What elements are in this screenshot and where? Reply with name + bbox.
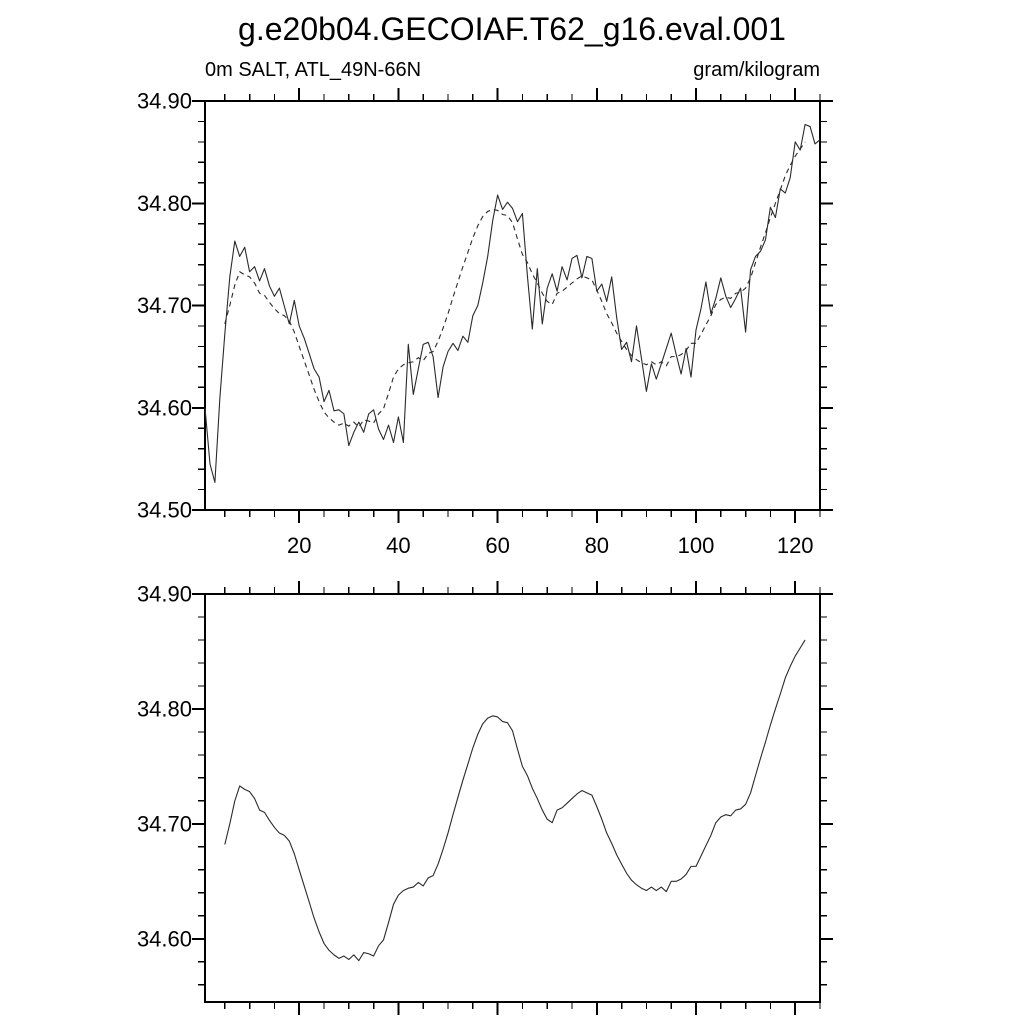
subtitle-units: gram/kilogram — [693, 59, 820, 81]
bottom-panel-frame — [205, 594, 820, 1002]
y-axis-tick-label: 34.90 — [136, 88, 192, 114]
top-panel-monthly-mean-line — [205, 125, 820, 483]
subtitle-variable: 0m SALT, ATL_49N-66N — [205, 59, 422, 81]
y-axis-tick-label: 34.80 — [136, 190, 192, 216]
y-axis-tick-label: 34.60 — [136, 395, 192, 421]
x-axis-tick-label: 20 — [286, 533, 312, 558]
y-axis-tick-label: 34.70 — [136, 811, 192, 837]
x-axis-tick-label: 100 — [677, 533, 715, 558]
y-axis-tick-label: 34.90 — [136, 581, 192, 607]
bottom-panel-running-mean-line — [225, 640, 805, 961]
x-axis-tick-label: 40 — [386, 533, 411, 558]
y-axis-tick-label: 34.80 — [136, 696, 192, 722]
x-axis-tick-label: 120 — [776, 533, 814, 558]
y-axis-tick-label: 34.60 — [136, 926, 192, 952]
top-panel-running-mean-line — [225, 142, 805, 427]
y-axis-tick-label: 34.70 — [136, 293, 192, 318]
x-axis-tick-label: 60 — [485, 533, 510, 558]
x-axis-tick-label: 80 — [584, 533, 610, 558]
y-axis-tick-label: 34.50 — [136, 497, 192, 523]
top-panel-frame — [205, 101, 820, 510]
page-title: g.e20b04.GECOIAF.T62_g16.eval.001 — [238, 11, 786, 47]
